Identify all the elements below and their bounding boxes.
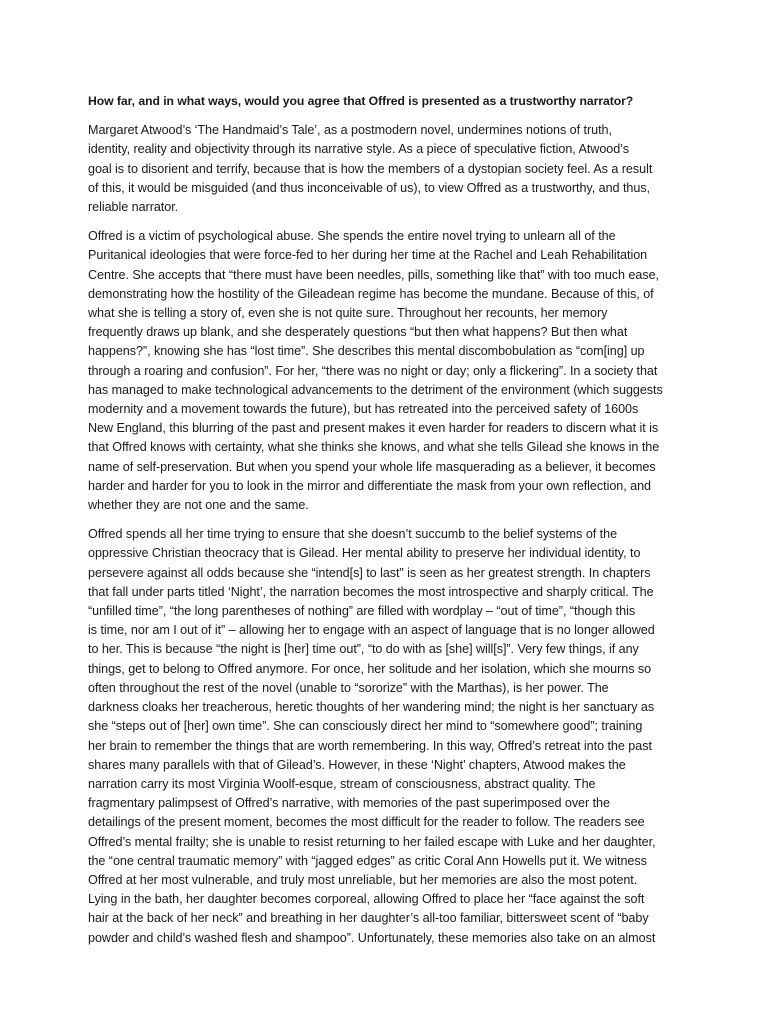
text-line: oppressive Christian theocracy that is Gilead. Her mental ability to preserve her individual identity, to [88,546,641,561]
text-line: detailings of the present moment, becomes the most difficult for the reader to follow. The readers see [88,815,645,830]
text-line: Lying in the bath, her daughter becomes corporeal, allowing Offred to place her “face against the soft [88,892,645,907]
text-line: often throughout the rest of the novel (unable to “sororize” with the Marthas), is her power. The [88,680,609,695]
text-line: name of self-preservation. But when you spend your whole life masquerading as a believer, it becomes [88,459,656,474]
text-line: frequently draws up blank, and she desperately questions “but then what happens? But then what [88,325,628,340]
text-line: New England, this blurring of the past and present makes it even harder for readers to discern what it is [88,421,659,436]
text-line: happens?”, knowing she has “lost time”. She describes this mental discombobulation as “com[ing] up [88,344,645,359]
text-line: her brain to remember the things that are worth remembering. In this way, Offred’s retreat into the past [88,738,652,753]
text-line: Offred at her most vulnerable, and truly most unreliable, but her memories are also the most potent. [88,872,638,887]
paragraph-night-chapters [88,525,682,947]
text-line: shares many parallels with that of Gilead’s. However, in these ‘Night’ chapters, Atwood makes the [88,757,626,772]
text-line: Offred is a victim of psychological abuse. She spends the entire novel trying to unlearn all of the [88,229,616,244]
text-line: “unfilled time”, “the long parentheses of nothing” are filled with wordplay – “out of time”, “though this [88,604,636,619]
text-line: has managed to make technological advancements to the detriment of the environment (which suggests [88,382,663,397]
text-line: goal is to disorient and terrify, because that is how the members of a dystopian society feel. As a result [88,161,653,176]
text-line: powder and child’s washed flesh and shampoo”. Unfortunately, these memories also take on an almost [88,930,656,945]
text-line: demonstrating how the hostility of the Gileadean regime has become the mundane. Because of this, of [88,286,654,301]
text-line: through a roaring and confusion”. For her, “there was no night or day; only a flickering”. In a society that [88,363,658,378]
text-line: persevere against all odds because she “intend[s] to last” is seen as her greatest strength. In chapters [88,565,651,580]
text-line: Offred spends all her time trying to ensure that she doesn’t succumb to the belief systems of the [88,527,618,542]
text-line: to her. This is because “the night is [her] time out”, “to do with as [she] will[s]”. Very few things, if any [88,642,639,657]
text-line: darkness cloaks her treacherous, heretic thoughts of her wandering mind; the night is her sanctuary as [88,700,655,715]
text-line: what she is telling a story of, even she is not quite sure. Throughout her recounts, her memory [88,306,608,321]
text-line: of this, it would be misguided (and thus inconceivable of us), to view Offred as a trustworthy, and thus, [88,180,650,195]
text-line: reliable narrator. [88,200,179,215]
paragraph-intro [88,121,682,217]
text-line: narration carry its most Virginia Woolf-esque, stream of consciousness, abstract quality. The [88,776,596,791]
text-line: she “steps out of [her] own time”. She can consciously direct her mind to “somewhere good”; training [88,719,643,734]
text-line: harder and harder for you to look in the mirror and differentiate the mask from your own reflection, and [88,478,651,493]
text-line: whether they are not one and the same. [88,498,309,513]
essay-question: How far, and in what ways, would you agree that Offred is presented as a trustworthy narrator? [88,94,634,108]
text-line: fragmentary palimpsest of Offred’s narrative, with memories of the past superimposed over the [88,796,610,811]
text-line: Centre. She accepts that “there must have been needles, pills, something like that” with too much ease, [88,267,659,282]
text-line: things, get to belong to Offred anymore. For once, her solitude and her isolation, which she mourns so [88,661,652,676]
text-line: Margaret Atwood’s ‘The Handmaid’s Tale’, as a postmodern novel, undermines notions of truth, [88,123,612,138]
text-line: modernity and a movement towards the future), but has retreated into the perceived safety of 1600s [88,402,639,417]
text-line: that Offred knows with certainty, what she thinks she knows, and what she tells Gilead she knows in the [88,440,660,455]
paragraph-psychological-abuse [88,227,682,515]
document-page [88,92,682,958]
text-line: Puritanical ideologies that were force-fed to her during her time at the Rachel and Leah Rehabilitation [88,248,648,263]
text-line: is time, nor am I out of it” – allowing her to engage with an aspect of language that is no longer allowed [88,623,655,638]
text-line: that fall under parts titled ‘Night’, the narration becomes the most introspective and sharply critical. The [88,584,654,599]
text-line: identity, reality and objectivity through its narrative style. As a piece of speculative fiction, Atwood’s [88,142,629,157]
text-line: Offred’s mental frailty; she is unable to resist returning to her failed escape with Luke and her daughter, [88,834,656,849]
text-line: the “one central traumatic memory” with “jagged edges” as critic Coral Ann Howells put it. We witness [88,853,647,868]
text-line: hair at the back of her neck” and breathing in her daughter’s all-too familiar, bittersweet scent of “baby [88,911,649,926]
